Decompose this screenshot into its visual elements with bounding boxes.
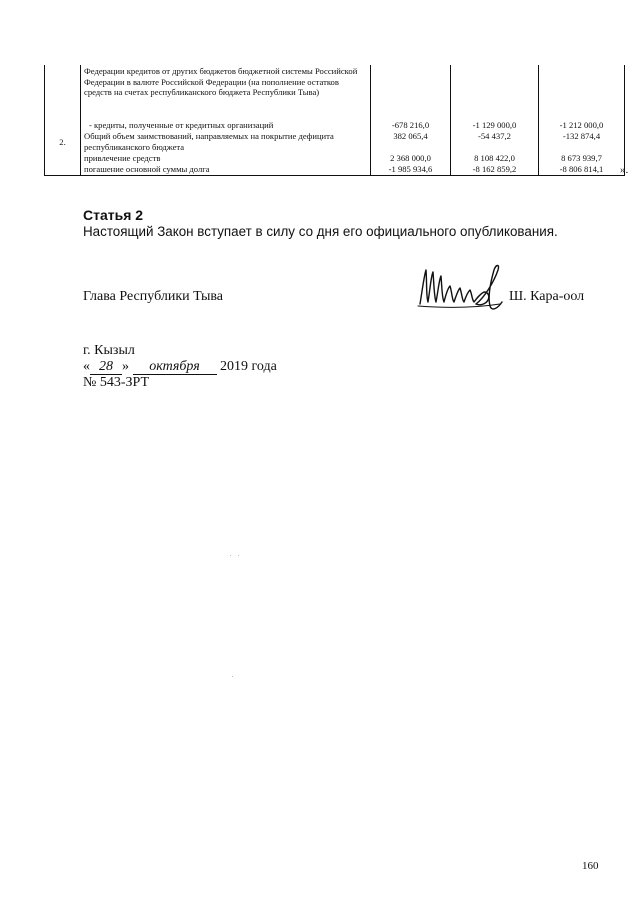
date-open-quote: « (83, 359, 90, 374)
row-description: Общий объем заимствований, направляемых на покрытие дефицита республиканского бюджета (81, 131, 371, 153)
signatory-title: Глава Республики Тыва (83, 289, 224, 304)
row-index (45, 164, 81, 175)
row-description: Федерации кредитов от других бюджетов бюджетной системы Российской Федерации в валюте Российской Федерации (на пополнение остатков средств на счетах республиканского бюджета Республики Тыва) (81, 65, 371, 120)
row-index (45, 65, 81, 120)
scan-speck (232, 676, 233, 677)
table-row (45, 164, 625, 175)
value-col-1: 2 368 000,0 (371, 153, 451, 164)
row-description: погашение основной суммы долга (81, 164, 371, 175)
row-index: 2. (45, 131, 81, 153)
value-col-1: -1 985 934,6 (371, 164, 451, 175)
table-closing-quote: ». (620, 164, 629, 176)
date-month-handwritten: октября (133, 360, 217, 375)
page-number: 160 (582, 860, 599, 872)
date-year: 2019 года (220, 359, 277, 374)
value-col-1: 382 065,4 (371, 131, 451, 153)
value-col-3: 8 673 939,7 (539, 153, 625, 164)
article-heading: Статья 2 (83, 207, 144, 223)
row-index (45, 153, 81, 164)
table-row (45, 131, 625, 153)
row-description: - кредиты, полученные от кредитных организаций (81, 120, 371, 131)
value-col-2: -8 162 859,2 (451, 164, 539, 175)
date-close-quote: » (122, 359, 129, 374)
row-description: привлечение средств (81, 153, 371, 164)
handwritten-signature (414, 262, 506, 314)
value-col-2: -1 129 000,0 (451, 120, 539, 131)
table-row (45, 65, 625, 120)
date-line (83, 359, 277, 375)
value-col-3: -132 874,4 (539, 131, 625, 153)
value-col-2: -54 437,2 (451, 131, 539, 153)
value-col-1 (371, 65, 451, 120)
signatory-name: Ш. Кара-оол (509, 289, 585, 304)
scan-speck (230, 555, 231, 556)
value-col-2 (451, 65, 539, 120)
table-row (45, 120, 625, 131)
scan-speck (238, 555, 239, 556)
row-index (45, 120, 81, 131)
date-day-handwritten: 28 (90, 360, 122, 375)
value-col-2: 8 108 422,0 (451, 153, 539, 164)
value-col-3: -8 806 814,1 (539, 164, 625, 175)
value-col-1: -678 216,0 (371, 120, 451, 131)
table-row (45, 153, 625, 164)
value-col-3: -1 212 000,0 (539, 120, 625, 131)
article-text: Настоящий Закон вступает в силу со дня его официального опубликования. (83, 224, 558, 239)
place-of-signing: г. Кызыл (83, 343, 135, 358)
law-number: № 543-ЗРТ (83, 375, 150, 390)
budget-table-fragment (44, 65, 625, 176)
value-col-3 (539, 65, 625, 120)
